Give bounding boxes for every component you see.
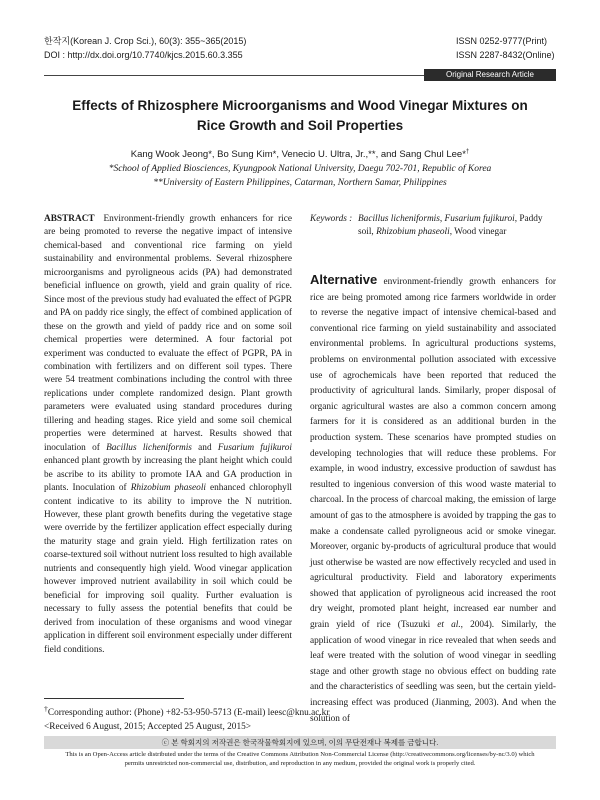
copyright-bar: ⓒ 본 학회지의 저작권은 한국작물학회지에 있으며, 이의 무단전재나 복제를 금합니다.	[44, 736, 556, 749]
species-fusarium: Fusarium fujikuroi	[217, 442, 292, 453]
abstract-text-1: Environment-friendly growth enhancers for rice are being promoted to reverse the negative impact of intensive chemical-based and conventional rice farming on yield sustainability and environmental problems. Several rhizosphere microorganisms and pyroligneous acids (PA) had demonstrated beneficial influence on growth, yield and grain quality of rice. Since most of the previous study had evaluated the effect of PGPR and PA on paddy rice singly, the effect of combined application of these on the growth and yield of paddy rice and on some soil chemical properties were determined. A four factorial pot experiment was conducted to evaluate the effect of PGPR, PA in combination with fertilizers and on different soil types. There were 54 treatment combinations including the control with three replications under complete randomized design. Plant growth parameters were evaluated using standard procedures during tillering and heading stages. Rice yield and some soil chemical properties were determined at harvest. Results showed that inoculation of	[44, 214, 293, 453]
abstract	[44, 213, 292, 657]
corresponding-mark: †	[44, 704, 48, 713]
doi-line[interactable]: DOI : http://dx.doi.org/10.7740/kjcs.2015.60.3.355	[44, 50, 243, 60]
affiliation-2: **University of Eastern Philippines, Catarman, Northern Samar, Philippines	[153, 177, 447, 188]
abstract-label: ABSTRACT	[44, 214, 95, 224]
keyword-sep-2: , Paddy soil,	[358, 214, 543, 238]
issn-print: ISSN 0252-9777(Print)	[456, 36, 548, 46]
article-title	[44, 96, 556, 136]
body-text-1: environment-friendly growth enhancers for rice are being promoted among rice farmers worldwide in order to reverse the negative impact of intensive chemical-based and conventional rice farming on yield sustainability and associated environmental problems. In agricultural productions systems, problems on environmental pollution associated with excessive use of agrochemicals have been reported that reduced the productivity of agricultural lands. Similarly, proper disposal of organic agricultural wastes are also a common concern among farmers for it is considered as an additional burden in the production system. These scenarios have prompted studies on developing technologies that will reduce these problems. For example, in wood industry, excessive production of sawdust has resulted to ingenious conversion of this wood waste material to charcoal. In the process of charcoal making, the emission of large amount of gas to the atmosphere is avoided by trapping the gas to make a condensate called pyroligneous acid or smoke vinegar. Moreover, organic by-products of agricultural produce that would just otherwise be wasted are now effectively recycled and used in agricultural productivity. Field and laboratory experiments showed that application of pyroligneous acid increased the root dry weight, promoted plant height, increased ear number and grain yield of rice (Tsuzuki	[310, 277, 556, 631]
journal-header	[44, 34, 246, 62]
lead-word: Alternative	[310, 272, 378, 287]
affiliation-1: *School of Applied Biosciences, Kyungpook National University, Daegu 702-701, Republic of Korea	[108, 164, 492, 174]
issn-block	[456, 34, 555, 62]
keywords-label: Keywords :	[310, 214, 353, 224]
footnotes	[44, 702, 556, 734]
keyword-sep-1: ,	[439, 214, 445, 224]
authors-text: Kang Wook Jeong*, Bo Sung Kim*, Venecio U. Ultra, Jr.,**, and Sang Chul Lee*	[130, 149, 466, 161]
affiliations	[44, 163, 556, 190]
abstract-and: and	[198, 442, 212, 453]
title-line-1: Effects of Rhizosphere Microorganisms and Wood Vinegar Mixtures on	[72, 98, 528, 113]
received-dates: <Received 6 August, 2015; Accepted 25 August, 2015>	[44, 721, 251, 732]
body-text-2: , 2004). Similarly, the application of wood vinegar in rice revealed that when seeds and leaf were treated with the solution of wood vinegar in seedling stage and other growth stage no obvious effect on budding rate and the characteristics of seedling was seen, but the certain yield-increasing effect was produced (Jianming, 2003). And when the solution of	[310, 620, 557, 724]
license-line-1: This is an Open-Access article distributed under the terms of the Creative Commons Attribution Non-Commercial License (http://creativecommons.org/licenses/by-nc/3.0) which	[65, 751, 535, 758]
introduction-text	[310, 272, 556, 727]
species-rhizobium: Rhizobium phaseoli	[130, 483, 206, 494]
issn-online: ISSN 2287-8432(Online)	[456, 50, 555, 60]
corresponding-text: Corresponding author: (Phone) +82-53-950-5713 (E-mail) leesc@knu.ac.kr	[47, 708, 330, 719]
keyword-tail: , Wood vinegar	[449, 227, 507, 238]
license-line-2: permits unrestricted non-commercial use, distribution, and reproduction in any medium, provided the original work is properly cited.	[124, 760, 476, 767]
corresponding-author-mark: †	[465, 149, 470, 155]
journal-citation: 한작지(Korean J. Crop Sci.), 60(3): 355~365(2015)	[44, 36, 247, 46]
corresponding-author-note	[44, 702, 556, 721]
keywords-values	[358, 213, 556, 240]
keywords	[310, 213, 556, 240]
keyword-bacillus: Bacillus licheniformis	[358, 214, 440, 224]
title-line-2: Rice Growth and Soil Properties	[196, 118, 404, 133]
abstract-text-3: enhanced chlorophyll content indicative to its ability to improve the N nutrition. However, these plant growth benefits during the vegetative stage were override by the fertilizer application effect especially during the maturity stage and grain yield. High fertilization rates on coarse-textured soil without nutrient loss resulted to high available nutrients and consequently high yield. Wood vinegar application however improved nutrient availability in soil which could be beneficial for improving soil quality. Further evaluation is necessary to fully assess the potential benefits that could be derived from inoculation of these organisms and wood vinegar application in different soil environment especially under different field conditions.	[44, 483, 292, 655]
species-bacillus: Bacillus licheniformis	[106, 442, 192, 453]
footnote-divider	[44, 698, 184, 699]
license-note	[44, 750, 556, 768]
author-list	[44, 146, 556, 161]
article-type-badge: Original Research Article	[424, 69, 556, 81]
keyword-fusarium: Fusarium fujikuroi	[444, 214, 515, 224]
et-al: et al.	[437, 620, 461, 631]
abstract-text-2: enhanced plant growth by increasing the plant height which could be ascribe to its ability to promote IAA and GA production in plants. Inoculation of	[44, 456, 292, 494]
keyword-rhizobium: Rhizobium phaseoli	[376, 227, 450, 238]
